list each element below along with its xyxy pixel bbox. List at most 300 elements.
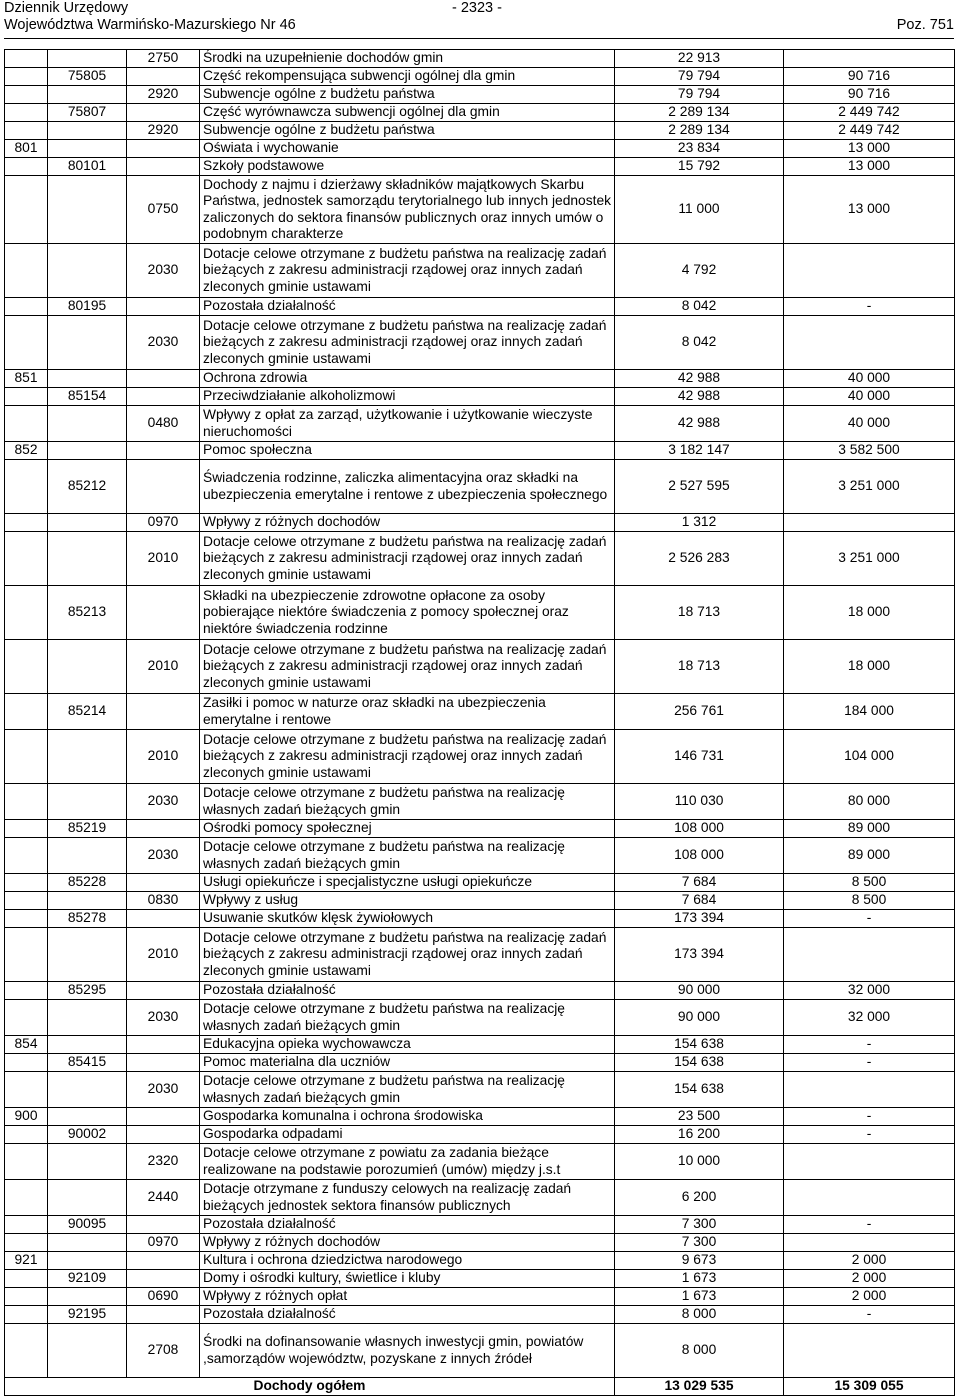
table-row	[5, 892, 955, 910]
paragraph-code	[127, 1270, 200, 1288]
table-row	[5, 982, 955, 1000]
chapter-code	[48, 86, 127, 104]
division-code	[5, 122, 48, 140]
chapter-code	[48, 784, 127, 820]
division-code	[5, 1234, 48, 1252]
amount-plan: 90 000	[615, 982, 784, 1000]
paragraph-code	[127, 68, 200, 86]
amount-execution: -	[784, 298, 955, 316]
table-row	[5, 140, 955, 158]
description: Dotacje celowe otrzymane z budżetu państwa na realizację własnych zadań bieżących gmin	[200, 1072, 615, 1108]
paragraph-code: 0690	[127, 1288, 200, 1306]
amount-execution: 89 000	[784, 838, 955, 874]
description: Dotacje celowe otrzymane z powiatu za zadania bieżące realizowane na podstawie porozumień (umów) między j.s.t	[200, 1144, 615, 1180]
division-code	[5, 1000, 48, 1036]
division-code	[5, 820, 48, 838]
amount-plan: 173 394	[615, 910, 784, 928]
paragraph-code: 2708	[127, 1324, 200, 1378]
total-amount-plan: 13 029 535	[615, 1378, 784, 1396]
table-row	[5, 370, 955, 388]
paragraph-code	[127, 298, 200, 316]
division-code	[5, 928, 48, 982]
table-row	[5, 1216, 955, 1234]
table-row	[5, 1234, 955, 1252]
division-code	[5, 1288, 48, 1306]
description: Domy i ośrodki kultury, świetlice i kluby	[200, 1270, 615, 1288]
table-row	[5, 1108, 955, 1126]
division-code	[5, 1144, 48, 1180]
description: Subwencje ogólne z budżetu państwa	[200, 86, 615, 104]
amount-plan: 8 000	[615, 1324, 784, 1378]
amount-execution: 89 000	[784, 820, 955, 838]
paragraph-code: 2920	[127, 86, 200, 104]
table-row	[5, 1252, 955, 1270]
description: Subwencje ogólne z budżetu państwa	[200, 122, 615, 140]
amount-execution	[784, 50, 955, 68]
paragraph-code	[127, 1306, 200, 1324]
amount-execution: 184 000	[784, 694, 955, 730]
amount-execution: 13 000	[784, 140, 955, 158]
table-row	[5, 928, 955, 982]
table-row	[5, 514, 955, 532]
amount-plan: 16 200	[615, 1126, 784, 1144]
chapter-code	[48, 140, 127, 158]
table-row	[5, 1270, 955, 1288]
division-code	[5, 892, 48, 910]
amount-execution: 2 449 742	[784, 104, 955, 122]
journal-title: Dziennik Urzędowy	[4, 0, 129, 16]
paragraph-code	[127, 982, 200, 1000]
total-label: Dochody ogółem	[5, 1378, 615, 1396]
paragraph-code	[127, 586, 200, 640]
table-row	[5, 158, 955, 176]
paragraph-code	[127, 460, 200, 514]
amount-execution: 40 000	[784, 406, 955, 442]
amount-execution	[784, 1324, 955, 1378]
amount-execution	[784, 1234, 955, 1252]
amount-plan: 10 000	[615, 1144, 784, 1180]
amount-plan: 108 000	[615, 838, 784, 874]
paragraph-code	[127, 104, 200, 122]
table-row	[5, 316, 955, 370]
paragraph-code: 0750	[127, 176, 200, 244]
division-code	[5, 1270, 48, 1288]
amount-plan: 154 638	[615, 1054, 784, 1072]
chapter-code	[48, 1108, 127, 1126]
chapter-code	[48, 1000, 127, 1036]
division-code	[5, 532, 48, 586]
description: Dotacje celowe otrzymane z budżetu państwa na realizację zadań bieżących z zakresu administracji rządowej oraz innych zadań zleconych gminie ustawami	[200, 316, 615, 370]
amount-execution: 3 251 000	[784, 532, 955, 586]
amount-plan: 42 988	[615, 370, 784, 388]
table-row	[5, 910, 955, 928]
page-header	[4, 0, 954, 34]
amount-plan: 22 913	[615, 50, 784, 68]
amount-plan: 4 792	[615, 244, 784, 298]
amount-execution: 18 000	[784, 640, 955, 694]
paragraph-code	[127, 1252, 200, 1270]
paragraph-code	[127, 874, 200, 892]
table-row	[5, 1054, 955, 1072]
division-code	[5, 838, 48, 874]
description: Dotacje celowe otrzymane z budżetu państwa na realizację własnych zadań bieżących gmin	[200, 784, 615, 820]
paragraph-code: 2030	[127, 784, 200, 820]
chapter-code: 85154	[48, 388, 127, 406]
chapter-code	[48, 1252, 127, 1270]
division-code	[5, 316, 48, 370]
paragraph-code: 2010	[127, 532, 200, 586]
amount-execution: -	[784, 1054, 955, 1072]
chapter-code	[48, 1144, 127, 1180]
amount-execution: 90 716	[784, 86, 955, 104]
amount-plan: 2 289 134	[615, 104, 784, 122]
amount-execution: 2 000	[784, 1288, 955, 1306]
chapter-code: 90095	[48, 1216, 127, 1234]
division-code	[5, 1306, 48, 1324]
amount-plan: 15 792	[615, 158, 784, 176]
division-code	[5, 176, 48, 244]
amount-execution: 2 000	[784, 1252, 955, 1270]
amount-plan: 108 000	[615, 820, 784, 838]
position-number: Poz. 751	[896, 17, 954, 33]
paragraph-code	[127, 1036, 200, 1054]
amount-execution	[784, 244, 955, 298]
division-code	[5, 1324, 48, 1378]
chapter-code	[48, 514, 127, 532]
paragraph-code	[127, 370, 200, 388]
chapter-code: 92195	[48, 1306, 127, 1324]
description: Oświata i wychowanie	[200, 140, 615, 158]
description: Pomoc społeczna	[200, 442, 615, 460]
division-code	[5, 730, 48, 784]
amount-plan: 18 713	[615, 640, 784, 694]
amount-plan: 8 000	[615, 1306, 784, 1324]
amount-execution: 3 251 000	[784, 460, 955, 514]
paragraph-code: 2010	[127, 640, 200, 694]
description: Dotacje celowe otrzymane z budżetu państwa na realizację własnych zadań bieżących gmin	[200, 1000, 615, 1036]
description: Pozostała działalność	[200, 1216, 615, 1234]
amount-plan: 42 988	[615, 388, 784, 406]
amount-execution: 80 000	[784, 784, 955, 820]
amount-execution: 2 449 742	[784, 122, 955, 140]
amount-plan: 42 988	[615, 406, 784, 442]
chapter-code	[48, 1324, 127, 1378]
description: Dotacje celowe otrzymane z budżetu państwa na realizację zadań bieżących z zakresu administracji rządowej oraz innych zadań zleconych gminie ustawami	[200, 640, 615, 694]
table-row	[5, 1144, 955, 1180]
division-code	[5, 1126, 48, 1144]
description: Wpływy z usług	[200, 892, 615, 910]
paragraph-code: 2030	[127, 1000, 200, 1036]
division-code	[5, 586, 48, 640]
paragraph-code	[127, 158, 200, 176]
division-code	[5, 388, 48, 406]
chapter-code: 92109	[48, 1270, 127, 1288]
page-number: - 2323 -	[452, 0, 502, 16]
table-row	[5, 244, 955, 298]
amount-plan: 154 638	[615, 1036, 784, 1054]
paragraph-code	[127, 140, 200, 158]
description: Edukacyjna opieka wychowawcza	[200, 1036, 615, 1054]
paragraph-code: 0970	[127, 514, 200, 532]
amount-execution: 90 716	[784, 68, 955, 86]
description: Zasiłki i pomoc w naturze oraz składki na ubezpieczenia emerytalne i rentowe	[200, 694, 615, 730]
description: Dotacje otrzymane z funduszy celowych na realizację zadań bieżących jednostek sektora finansów publicznych	[200, 1180, 615, 1216]
amount-plan: 1 673	[615, 1288, 784, 1306]
chapter-code: 85212	[48, 460, 127, 514]
description: Wpływy z różnych dochodów	[200, 514, 615, 532]
chapter-code: 85214	[48, 694, 127, 730]
amount-execution	[784, 316, 955, 370]
amount-plan: 18 713	[615, 586, 784, 640]
table-row	[5, 1288, 955, 1306]
amount-plan: 7 300	[615, 1216, 784, 1234]
table-row	[5, 298, 955, 316]
amount-plan: 1 673	[615, 1270, 784, 1288]
description: Gospodarka odpadami	[200, 1126, 615, 1144]
table-row	[5, 820, 955, 838]
description: Dotacje celowe otrzymane z budżetu państwa na realizację zadań bieżących z zakresu administracji rządowej oraz innych zadań zleconych gminie ustawami	[200, 928, 615, 982]
amount-plan: 256 761	[615, 694, 784, 730]
chapter-code	[48, 1288, 127, 1306]
table-row	[5, 586, 955, 640]
chapter-code	[48, 442, 127, 460]
description: Pomoc materialna dla uczniów	[200, 1054, 615, 1072]
table-row	[5, 460, 955, 514]
paragraph-code: 2030	[127, 316, 200, 370]
chapter-code	[48, 176, 127, 244]
table-row	[5, 1180, 955, 1216]
description: Część wyrównawcza subwencji ogólnej dla gmin	[200, 104, 615, 122]
division-code	[5, 1216, 48, 1234]
paragraph-code: 0830	[127, 892, 200, 910]
amount-execution: 8 500	[784, 892, 955, 910]
header-rule	[4, 38, 954, 39]
amount-plan: 7 684	[615, 892, 784, 910]
table-row	[5, 532, 955, 586]
description: Usuwanie skutków klęsk żywiołowych	[200, 910, 615, 928]
table-row	[5, 176, 955, 244]
table-row	[5, 838, 955, 874]
chapter-code	[48, 730, 127, 784]
amount-execution: 32 000	[784, 982, 955, 1000]
table-row	[5, 694, 955, 730]
amount-plan: 3 182 147	[615, 442, 784, 460]
division-code	[5, 982, 48, 1000]
table-row	[5, 1324, 955, 1378]
division-code	[5, 694, 48, 730]
total-amount-execution: 15 309 055	[784, 1378, 955, 1396]
description: Pozostała działalność	[200, 982, 615, 1000]
description: Dotacje celowe otrzymane z budżetu państwa na realizację zadań bieżących z zakresu administracji rządowej oraz innych zadań zleconych gminie ustawami	[200, 730, 615, 784]
description: Dochody z najmu i dzierżawy składników majątkowych Skarbu Państwa, jednostek samorządu terytorialnego lub innych jednostek zaliczonych do sektora finansów publicznych oraz innych umów o podobnym charakterze	[200, 176, 615, 244]
amount-plan: 2 526 283	[615, 532, 784, 586]
budget-table-body	[5, 50, 955, 1396]
amount-execution	[784, 1144, 955, 1180]
division-code: 854	[5, 1036, 48, 1054]
division-code: 801	[5, 140, 48, 158]
chapter-code: 85278	[48, 910, 127, 928]
table-row	[5, 1072, 955, 1108]
chapter-code: 85228	[48, 874, 127, 892]
amount-plan: 11 000	[615, 176, 784, 244]
amount-execution: 40 000	[784, 388, 955, 406]
chapter-code: 85213	[48, 586, 127, 640]
chapter-code	[48, 838, 127, 874]
table-row	[5, 388, 955, 406]
amount-plan: 7 684	[615, 874, 784, 892]
amount-execution: 8 500	[784, 874, 955, 892]
chapter-code: 75805	[48, 68, 127, 86]
description: Pozostała działalność	[200, 1306, 615, 1324]
description: Świadczenia rodzinne, zaliczka alimentacyjna oraz składki na ubezpieczenia emerytalne i rentowe z ubezpieczenia społecznego	[200, 460, 615, 514]
division-code	[5, 244, 48, 298]
description: Środki na dofinansowanie własnych inwestycji gmin, powiatów ,samorządów województw, pozyskane z innych źródeł	[200, 1324, 615, 1378]
budget-table	[4, 49, 955, 1396]
amount-execution: 2 000	[784, 1270, 955, 1288]
table-row	[5, 86, 955, 104]
amount-plan: 79 794	[615, 68, 784, 86]
amount-plan: 8 042	[615, 316, 784, 370]
division-code	[5, 514, 48, 532]
chapter-code	[48, 1234, 127, 1252]
division-code	[5, 910, 48, 928]
chapter-code: 80101	[48, 158, 127, 176]
division-code: 921	[5, 1252, 48, 1270]
amount-execution: -	[784, 1108, 955, 1126]
table-row	[5, 50, 955, 68]
table-row	[5, 784, 955, 820]
table-row	[5, 1126, 955, 1144]
division-code	[5, 86, 48, 104]
amount-plan: 6 200	[615, 1180, 784, 1216]
paragraph-code: 2320	[127, 1144, 200, 1180]
amount-plan: 90 000	[615, 1000, 784, 1036]
paragraph-code	[127, 1054, 200, 1072]
chapter-code	[48, 640, 127, 694]
chapter-code	[48, 1036, 127, 1054]
paragraph-code	[127, 694, 200, 730]
table-row	[5, 442, 955, 460]
description: Dotacje celowe otrzymane z budżetu państwa na realizację własnych zadań bieżących gmin	[200, 838, 615, 874]
amount-plan: 2 527 595	[615, 460, 784, 514]
description: Składki na ubezpieczenie zdrowotne opłacone za osoby pobierające niektóre świadczenia z pomocy społecznej oraz niektóre świadczenia rodzinne	[200, 586, 615, 640]
division-code	[5, 68, 48, 86]
description: Dotacje celowe otrzymane z budżetu państwa na realizację zadań bieżących z zakresu administracji rządowej oraz innych zadań zleconych gminie ustawami	[200, 532, 615, 586]
amount-execution	[784, 1072, 955, 1108]
chapter-code: 90002	[48, 1126, 127, 1144]
amount-execution: 3 582 500	[784, 442, 955, 460]
paragraph-code: 2030	[127, 1072, 200, 1108]
chapter-code	[48, 244, 127, 298]
chapter-code	[48, 1180, 127, 1216]
chapter-code	[48, 892, 127, 910]
table-row	[5, 874, 955, 892]
paragraph-code: 2750	[127, 50, 200, 68]
amount-execution: 18 000	[784, 586, 955, 640]
chapter-code	[48, 370, 127, 388]
division-code	[5, 1054, 48, 1072]
amount-plan: 110 030	[615, 784, 784, 820]
paragraph-code: 2010	[127, 928, 200, 982]
amount-plan: 7 300	[615, 1234, 784, 1252]
amount-execution: -	[784, 1036, 955, 1054]
amount-plan: 9 673	[615, 1252, 784, 1270]
amount-plan: 23 834	[615, 140, 784, 158]
paragraph-code: 2010	[127, 730, 200, 784]
paragraph-code	[127, 1108, 200, 1126]
amount-execution: 13 000	[784, 176, 955, 244]
table-row	[5, 104, 955, 122]
amount-execution: 40 000	[784, 370, 955, 388]
chapter-code	[48, 50, 127, 68]
division-code	[5, 784, 48, 820]
division-code	[5, 50, 48, 68]
description: Wpływy z opłat za zarząd, użytkowanie i użytkowanie wieczyste nieruchomości	[200, 406, 615, 442]
table-row	[5, 68, 955, 86]
description: Ochrona zdrowia	[200, 370, 615, 388]
amount-plan: 173 394	[615, 928, 784, 982]
paragraph-code: 0480	[127, 406, 200, 442]
table-row	[5, 406, 955, 442]
amount-execution	[784, 514, 955, 532]
description: Kultura i ochrona dziedzictwa narodowego	[200, 1252, 615, 1270]
description: Szkoły podstawowe	[200, 158, 615, 176]
paragraph-code: 2030	[127, 838, 200, 874]
amount-execution: 104 000	[784, 730, 955, 784]
chapter-code	[48, 928, 127, 982]
amount-plan: 2 289 134	[615, 122, 784, 140]
paragraph-code	[127, 388, 200, 406]
division-code	[5, 104, 48, 122]
division-code	[5, 406, 48, 442]
paragraph-code	[127, 820, 200, 838]
amount-plan: 8 042	[615, 298, 784, 316]
chapter-code: 85295	[48, 982, 127, 1000]
table-row	[5, 1036, 955, 1054]
division-code	[5, 1072, 48, 1108]
paragraph-code: 2920	[127, 122, 200, 140]
amount-execution: -	[784, 910, 955, 928]
chapter-code: 80195	[48, 298, 127, 316]
division-code	[5, 158, 48, 176]
paragraph-code	[127, 1126, 200, 1144]
table-row	[5, 1000, 955, 1036]
description: Pozostała działalność	[200, 298, 615, 316]
paragraph-code: 0970	[127, 1234, 200, 1252]
description: Przeciwdziałanie alkoholizmowi	[200, 388, 615, 406]
paragraph-code: 2440	[127, 1180, 200, 1216]
division-code	[5, 874, 48, 892]
chapter-code	[48, 532, 127, 586]
amount-execution: -	[784, 1126, 955, 1144]
table-row	[5, 640, 955, 694]
description: Wpływy z różnych opłat	[200, 1288, 615, 1306]
paragraph-code	[127, 1216, 200, 1234]
description: Gospodarka komunalna i ochrona środowiska	[200, 1108, 615, 1126]
division-code: 851	[5, 370, 48, 388]
chapter-code	[48, 122, 127, 140]
description: Część rekompensująca subwencji ogólnej dla gmin	[200, 68, 615, 86]
table-row	[5, 1306, 955, 1324]
description: Środki na uzupełnienie dochodów gmin	[200, 50, 615, 68]
amount-plan: 146 731	[615, 730, 784, 784]
amount-execution: 32 000	[784, 1000, 955, 1036]
division-code	[5, 298, 48, 316]
division-code: 852	[5, 442, 48, 460]
description: Wpływy z różnych dochodów	[200, 1234, 615, 1252]
paragraph-code: 2030	[127, 244, 200, 298]
paragraph-code	[127, 442, 200, 460]
